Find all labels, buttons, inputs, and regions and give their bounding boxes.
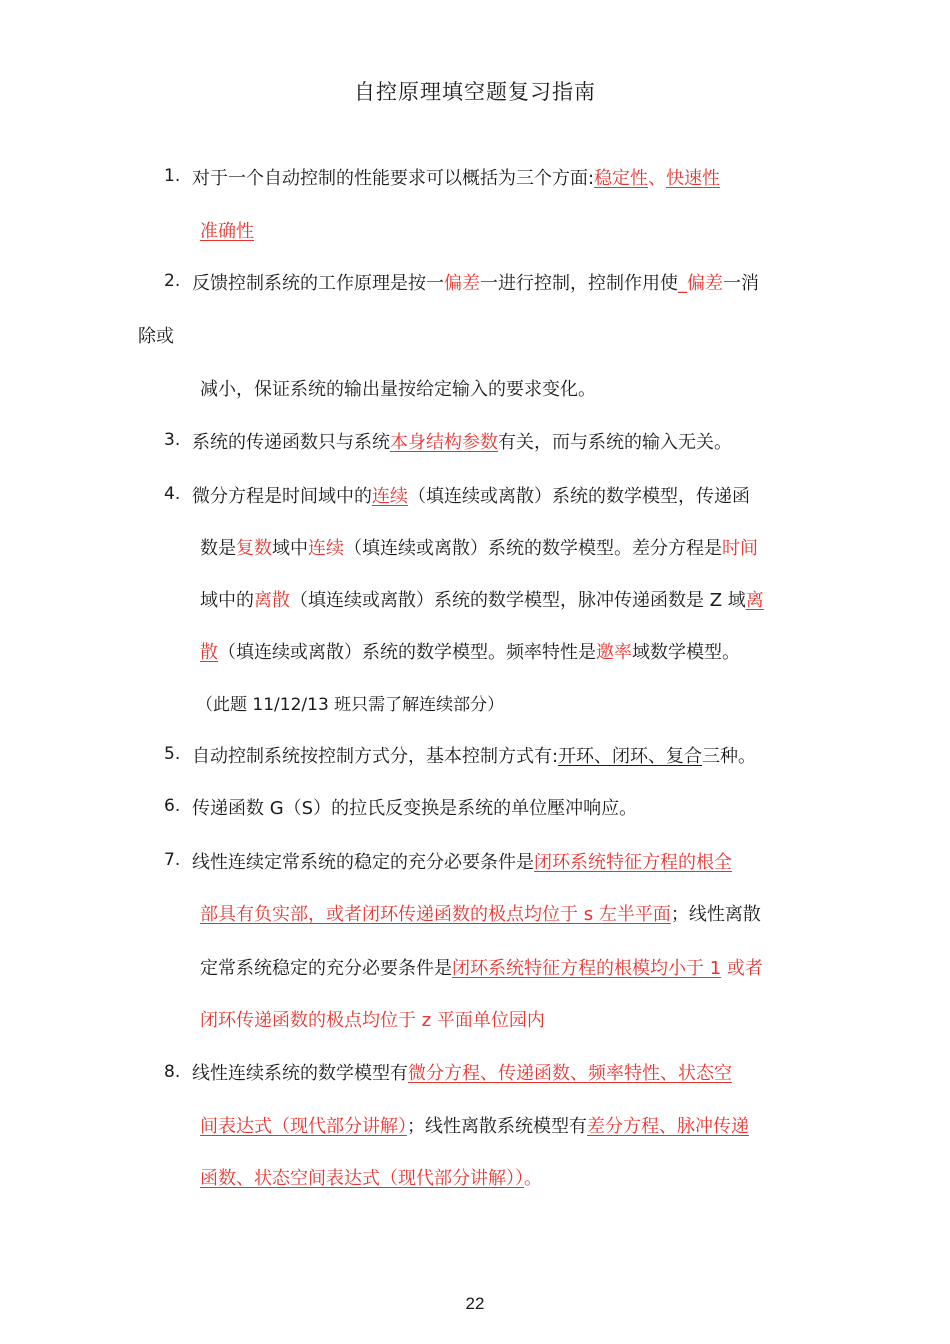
- answer-blank: 闭环系统特征方程的根模均小于 1: [452, 958, 722, 979]
- text-segment: 线性连续系统的数学模型有: [192, 1063, 408, 1084]
- text-segment: 线性连续定常系统的稳定的充分必要条件是: [192, 852, 534, 873]
- text-segment: 一进行控制，控制作用使: [480, 273, 678, 294]
- item-7-line-1: [192, 848, 732, 874]
- text-segment: 微分方程是时间域中的: [192, 486, 372, 507]
- answer-blank: 间表达式（现代部分讲解）: [200, 1116, 407, 1137]
- text-segment: 系统的传递函数只与系统: [192, 432, 390, 453]
- item-1-line-1: [192, 164, 720, 190]
- answer-blank: 或者: [721, 958, 763, 979]
- answer-blank: 散: [200, 642, 218, 663]
- text-segment: 一消: [723, 273, 759, 294]
- text-segment: 自动控制系统按控制方式分，基本控制方式有:: [192, 746, 559, 767]
- item-8-number: 8.: [164, 1062, 181, 1082]
- item-3-number: 3.: [164, 430, 181, 450]
- text-segment: 减小，保证系统的输出量按给定输入的要求变化。: [200, 379, 596, 400]
- item-4-line-4: [200, 638, 740, 664]
- answer-blank: 稳定性: [594, 168, 649, 189]
- answer-blank: 复数: [236, 538, 272, 559]
- item-7-line-3: [200, 954, 763, 980]
- answer-blank: 差分方程、脉冲传递: [587, 1116, 749, 1137]
- item-1-number: 1.: [164, 166, 181, 186]
- item-7-line-4: [200, 1006, 545, 1032]
- answer-blank: 快速性: [666, 168, 721, 189]
- text-segment: 有关，而与系统的输入无关。: [498, 432, 732, 453]
- item-4-number: 4.: [164, 484, 181, 504]
- answer-blank: 邀率: [596, 642, 632, 663]
- item-6-line-1: [192, 794, 637, 820]
- item-2-line-1: [192, 269, 759, 295]
- item-2-number: 2.: [164, 271, 181, 291]
- text-segment: （填连续或离散）系统的数学模型，脉冲传递函数是 Z 域: [290, 590, 746, 611]
- item-8-line-1: [192, 1059, 732, 1085]
- answer-blank: 连续: [372, 486, 408, 507]
- item-2-line-2: [138, 322, 174, 348]
- item-7-line-2: [200, 900, 761, 926]
- text-segment: 数是: [200, 538, 236, 559]
- item-7-number: 7.: [164, 850, 181, 870]
- item-3-line-1: [192, 428, 732, 454]
- item-1-line-2: [200, 217, 254, 243]
- item-8-line-2: [200, 1112, 749, 1138]
- text-segment: 反馈控制系统的工作原理是按一: [192, 273, 444, 294]
- text-segment: （填连续或离散）系统的数学模型，传递函: [408, 486, 750, 507]
- answer-blank: 本身结构参数: [390, 432, 498, 453]
- answer-blank: 部具有负实部，或者闭环传递函数的极点均位于 s 左半平面: [200, 904, 671, 925]
- answer-blank: 函数、状态空间表达式（现代部分讲解））: [200, 1168, 524, 1189]
- text-segment: 、: [648, 168, 667, 189]
- text-segment: 三种。: [702, 746, 757, 767]
- text-segment: 除或: [138, 326, 174, 347]
- item-4-line-1: [192, 482, 750, 508]
- answer-blank: 闭环传递函数的极点均位于 z 平面单位园内: [200, 1010, 545, 1031]
- text-segment: 域中: [272, 538, 308, 559]
- answer-blank: 离散: [254, 590, 290, 611]
- answer-blank: 偏差: [444, 273, 480, 294]
- item-8-line-3: [200, 1164, 542, 1190]
- item-2-line-3: [200, 375, 596, 401]
- text-segment: 传递函数 G（S）的拉氏反变换是系统的单位壓冲响应。: [192, 798, 638, 819]
- item-6-number: 6.: [164, 796, 181, 816]
- item-4-line-3: [200, 586, 764, 612]
- page-title: 自控原理填空题复习指南: [354, 80, 596, 104]
- text-segment: 定常系统稳定的充分必要条件是: [200, 958, 452, 979]
- answer-blank: 离: [745, 590, 764, 611]
- answer-blank: 闭环系统特征方程的根全: [534, 852, 732, 873]
- answer-blank: 时间: [722, 538, 758, 559]
- text-segment: 域数学模型。: [632, 642, 740, 663]
- text-segment: ；线性离散系统模型有: [407, 1116, 587, 1137]
- answer-blank: 准确性: [200, 221, 254, 242]
- answer-blank: 微分方程、传递函数、频率特性、状态空: [408, 1063, 732, 1084]
- text-segment: 对于一个自动控制的性能要求可以概括为三个方面:: [192, 168, 595, 189]
- text-segment: 。: [524, 1168, 542, 1189]
- item-4-note: [196, 690, 504, 715]
- text-segment: （填连续或离散）系统的数学模型。频率特性是: [218, 642, 596, 663]
- text-segment: 域中的: [200, 590, 254, 611]
- answer-blank: 开环、闭环、复合: [558, 746, 703, 767]
- text-segment: ；线性离散: [670, 904, 761, 925]
- item-4-line-2: [200, 534, 758, 560]
- answer-blank: _偏差: [678, 273, 723, 294]
- text-segment: （填连续或离散）系统的数学模型。差分方程是: [344, 538, 722, 559]
- item-5-number: 5.: [164, 744, 181, 764]
- page-number: 22: [465, 1294, 485, 1313]
- text-segment: （此题 11/12/13 班只需了解连续部分）: [196, 695, 505, 715]
- item-5-line-1: [192, 742, 756, 768]
- answer-blank: 连续: [308, 538, 344, 559]
